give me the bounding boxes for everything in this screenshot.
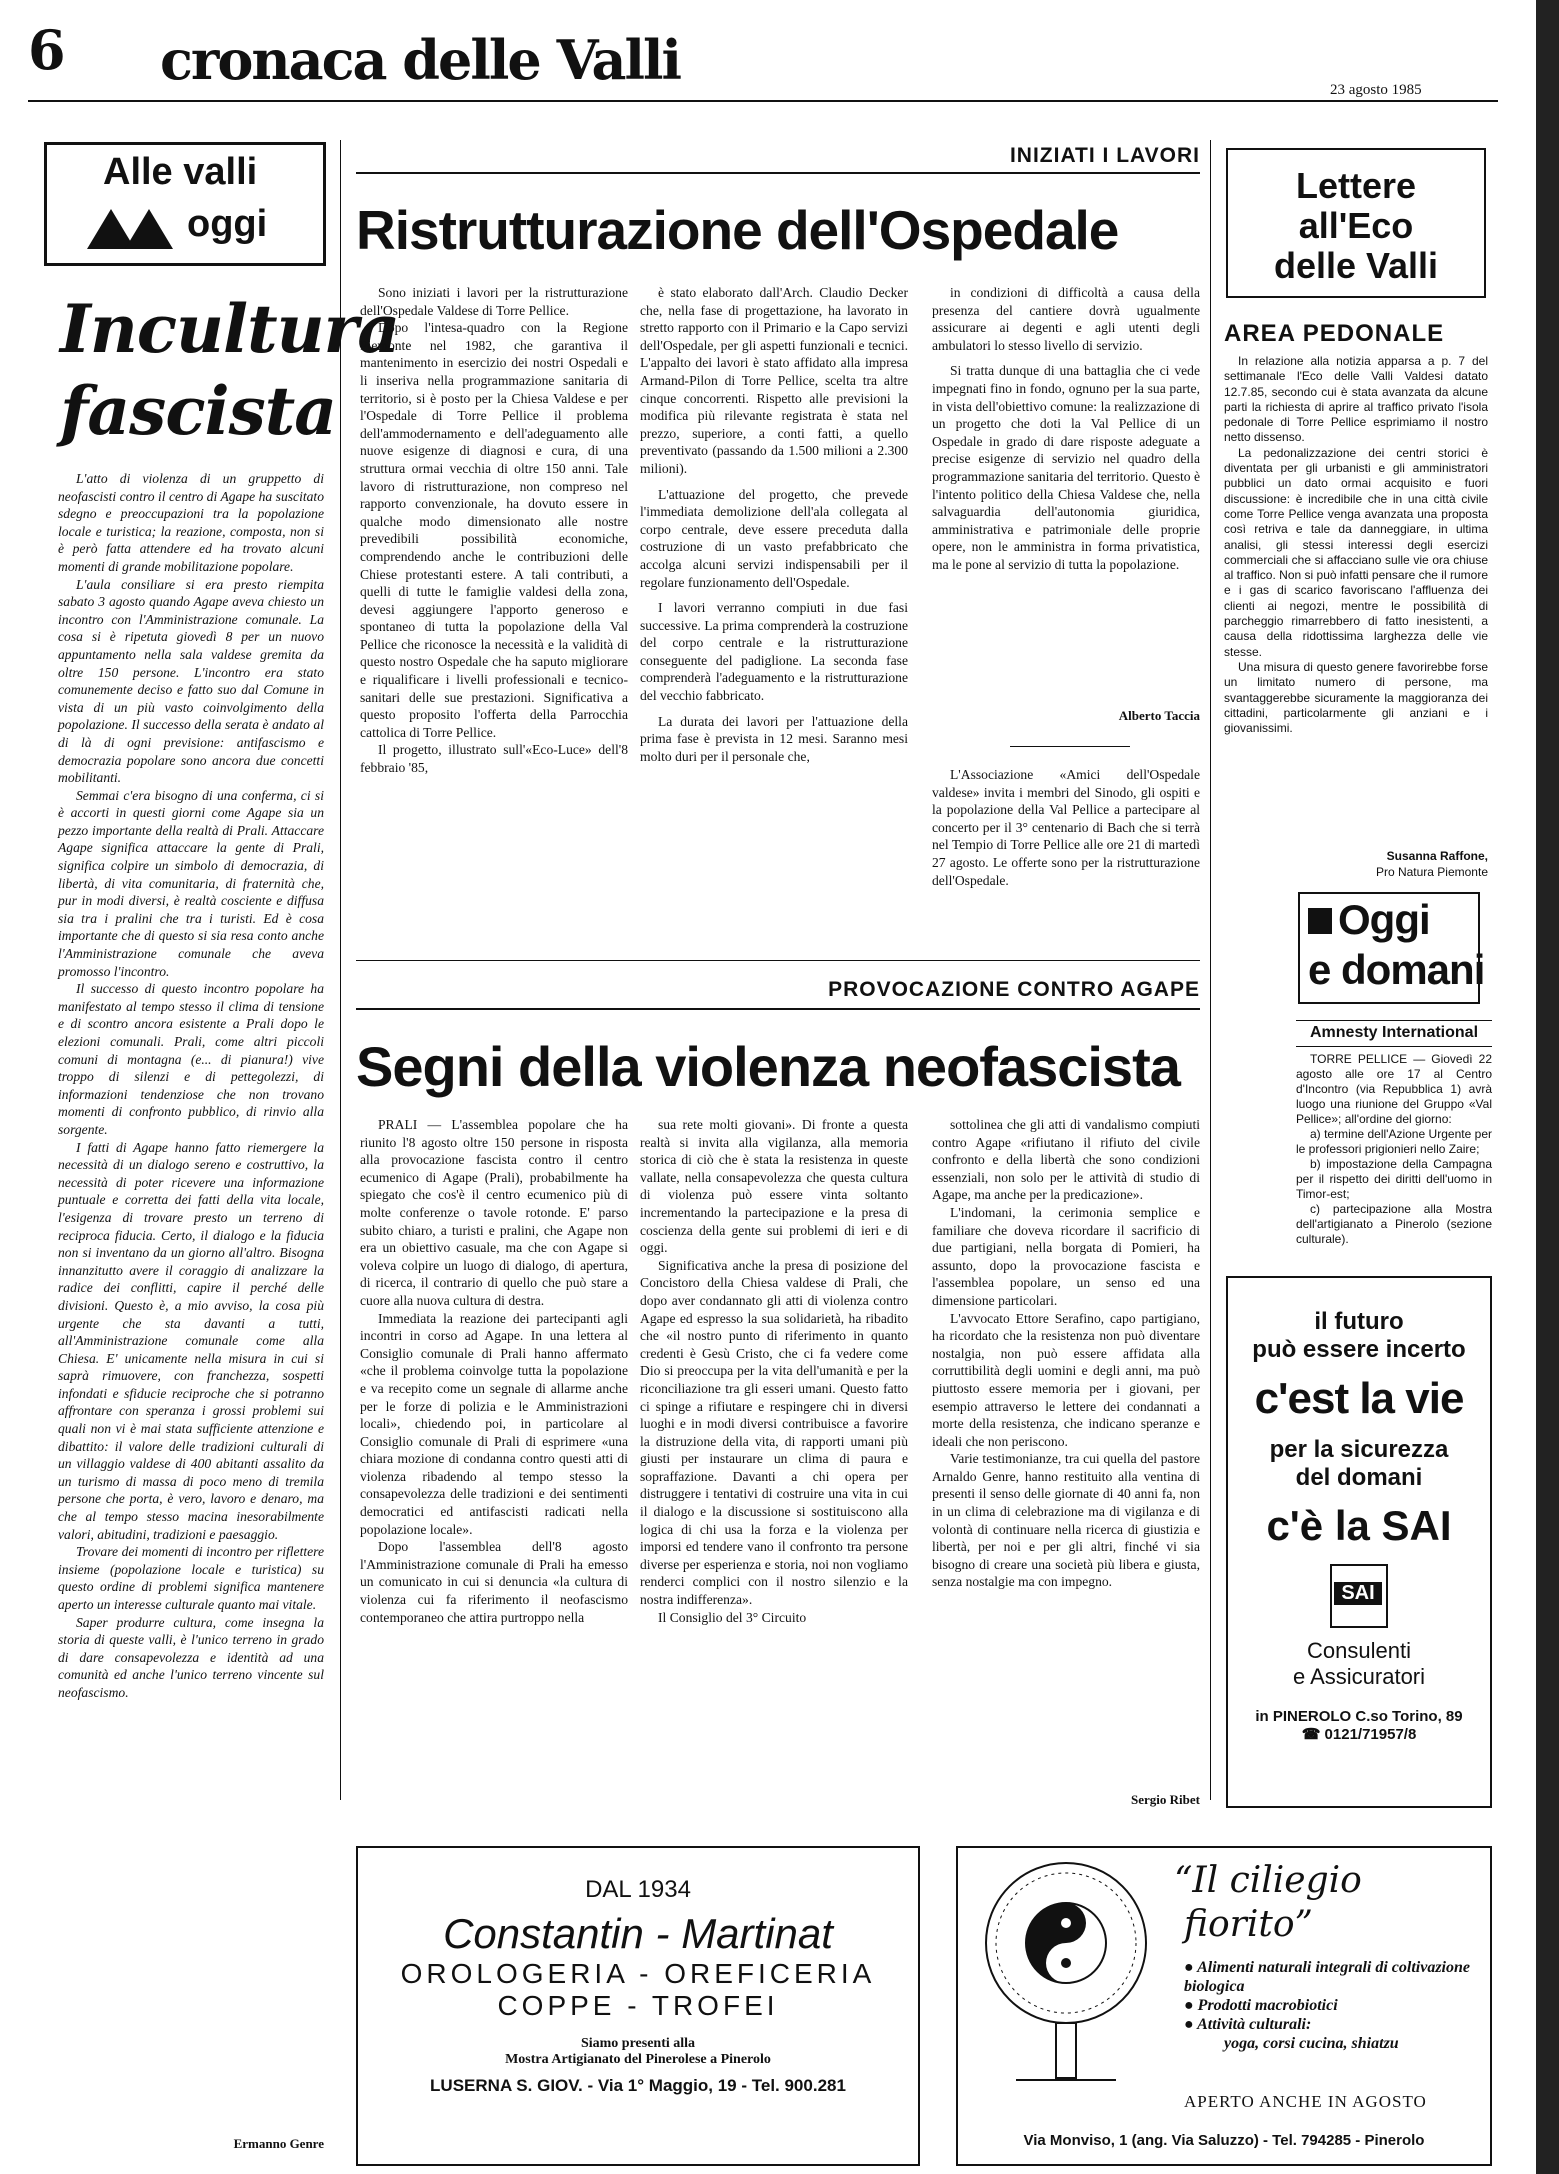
martinat-line: OROLOGERIA - OREFICERIA [400,1958,876,1989]
ciliegio-item-text: Attività culturali: [1197,2016,1312,2033]
ciliegio-item [1184,1958,1484,1996]
sai-brand-line: c'è la SAI [1266,1502,1452,1549]
article2-paragraph: sua rete molti giovani». Di fronte a questa realtà si invita alla vigilanza, alla memoria storica di ciò che è stata la resistenza in queste vallate, nella consapevolezza che questa cultura di violenza può essere vinta soltanto incrementando la partecipazione e la presa di coscienza della gente sui problemi di ieri e di oggi. [640,1117,908,1256]
sai-line: Consulenti [1307,1638,1411,1663]
article2-col3 [932,1116,1200,1591]
area-paragraph: In relazione alla notizia apparsa a p. 7 del settimanale l'Eco delle Valli Valdesi datato 12.7.85, secondo cui è stata avanzata da alcune parti la richiesta di aprire al traffico privato l'isola pedonale di Torre Pellice esprimiamo il nostro netto dissenso. [1224,354,1488,445]
oggi-domani-line2: e domani [1308,946,1485,993]
amnesty-body [1296,1052,1492,1247]
area-signature-org: Pro Natura Piemonte [1375,865,1488,879]
article2-signature: Sergio Ribet [1131,1792,1200,1807]
letters-box [1226,148,1486,298]
area-pedonale-body [1224,354,1488,736]
martinat-line: COPPE - TROFEI [497,1990,779,2021]
notice-rule [1010,746,1130,747]
editorial-paragraph: L'aula consiliare si era presto riempita sabato 3 agosto quando Agape aveva chiesto un incontro con l'Amministrazione comunale. La cosa si è ripetuta giovedì 8 per un nuovo appuntamento nella sala valdese gremita da oltre 150 persone. L'incontro era stato comunemente deciso e fatto suo dal Comune in vista di un più vasto coinvolgimento della popolazione. Il successo della serata è andato al di là di ogni previsione: antifascismo e democrazia popolare sono ancora due concetti mobilitanti. [58,576,324,786]
ciliegio-name-line2: fiorito” [1184,1904,1313,1945]
article1-paragraph: Dopo l'intesa-quadro con la Regione Piemonte nel 1982, che garantiva il mantenimento in esercizio dei nostri Ospedali e li inseriva nella programmazione sanitaria di territorio, si è posto per la Chiesa Valdese e per l'Ospedale di Torre Pellice il problema dell'ammodernamento e dell'adeguamento alle nuove esigenze di diagnosi e cura, di una struttura ormai vecchia di oltre 150 anni. Tale lavoro di ristrutturazione, non compreso nel rapporto convenzionale, ha dovuto essere in qualche modo dimensionato alle nostre prevedibili possibilità economiche, comprendendo anche le contribuzioni delle Chiese protestanti estere. A tali contributi, a quelli di tutte le famiglie valdesi della zona, devesi aggiungere l'apporto generoso e spontaneo di tutta la popolazione della Val Pellice che riconosce la necessità e la validità di questo nostro Ospedale che ha saputo migliorare e riqualificare i livelli professionali e tecnico-sanitari delle sue prestazioni. Significativa a questo proposito l'offerta della Parrocchia cattolica di Torre Pellice. [360,320,628,740]
sai-address: in PINEROLO C.so Torino, 89 [1255,1708,1463,1725]
issue-date: 23 agosto 1985 [1330,82,1422,98]
article2-paragraph: L'avvocato Ettore Serafino, capo partigiano, ha ricordato che la resistenza non può diventare nostalgia, non può essere affidata alla corruttibilità degli uomini e degli anni, ma può piuttosto essere memoria per i giovani, per esempio attraverso le lettere dei condannati a morte della resistenza, che indicano speranze e ideali che non periscono. [932,1310,1200,1449]
article2-paragraph: PRALI — L'assemblea popolare che ha riunito l'8 agosto oltre 150 persone in risposta alla provocazione fascista contro il centro ecumenico di Agape (Prali), probabilmente ha spiegato che cos'è il centro ecumenico più di molte conferenze o tavole rotonde. E' parso subito chiaro, a turisti e pralini, che Agape non era un obiettivo casuale, ma che con Agape si voleva colpire un luogo di dialogo, di apertura, di ricerca, il contrario di quello che può stare a cuore alla nuova cultura di destra. [360,1117,628,1308]
sai-line: il futuro [1314,1308,1404,1335]
ciliegio-item-text: Prodotti macrobiotici [1197,1997,1338,2014]
bullet-icon: ● [1184,1959,1198,1976]
ciliegio-name-line1: “Il ciliegio [1174,1860,1362,1901]
alle-valli-oggi-box [44,142,326,266]
article1-paragraph: in condizioni di difficoltà a causa della presenza del cantiere dovrà ugualmente assicurare ai degenti e agli utenti degli ambulatori lo stesso livello di servizio. [932,285,1200,353]
editorial-paragraph: I fatti di Agape hanno fatto riemergere la necessità di un dialogo sereno e costruttivo, la necessità di poter ricevere una informazione puntuale e corretta dei fatti della vita locale, l'esigenza di trovare presto un terreno di reciproca fiducia. Certo, il dialogo e la fiducia non si inventano da un giorno all'altro. Bisogna innanzitutto avere il coraggio di analizzare la radice dei conflitti, capire il perché delle divisioni. Questo è, a mio avviso, la cosa più urgente che sta davanti a tutti, all'Amministrazione comunale come alla Chiesa. E' unicamente nella misura in cui si saprà rimuovere, con franchezza, sospetti infondati e sfiducie reciproche che si potranno affrontare con speranza i grossi problemi sui quali non vi è mai stata sufficiente attenzione e dibattito: il valore delle tradizioni culturali di un villaggio valdese di 400 abitanti assalito da un turismo di massa di poco meno di tremila persone che porta, è vero, lavoro e denaro, ma che al tempo stesso macina inesorabilmente valori, abitudini, tradizioni e paesaggio. [58,1139,324,1542]
area-signature-name: Susanna Raffone, [1386,849,1488,863]
amnesty-text: TORRE PELLICE — Giovedì 22 agosto alle ore 17 al Centro d'Incontro (via Repubblica 1) avrà luogo una riunione del Gruppo «Val Pellice»; all'ordine del giorno: [1296,1052,1492,1126]
ciliegio-subitem: yoga, corsi cucina, shiatzu [1224,2035,1399,2052]
column-rule-left [340,140,341,1800]
article2-paragraph: Significativa anche la presa di posizione del Concistoro della Chiesa valdese di Prali, che dopo aver condannato gli atti di violenza contro Agape ed espresso la sua solidarietà, ha ribadito che «il nostro punto di riferimento in quanto credenti è Gesù Cristo, che ci fa vedere come Dio si preoccupa per la vita dell'umanità e per la riconciliazione tra gli esseri umani. Questo fatto ci spinge a rifiutare e respingere chi in diversi luoghi e in modi diversi contribuisce a favorire la distruzione della vita, di rapporti umani più giusti per instaurare un clima di paura e sopraffazione. Davanti a chi opera per distruggere i tentativi di costruire una vita in cui il dialogo e la discussione si sostituiscono alla logica di chi usa la forza e la violenza per imporsi ed tendere vano il confronto tra persone diverse per esperienza e storia, noi non vogliamo renderci complici con il nostro silenzio e la nostra indifferenza». [640,1257,908,1608]
sai-logo [1330,1564,1388,1628]
article1-paragraph: L'attuazione del progetto, che prevede l'immediata demolizione dell'ala collegata al corpo centrale, deve essere preceduta dalla costruzione di un vasto prefabbricato che accolga alcuni servizi indispensabili per il regolare funzionamento dell'Ospedale. [640,486,908,590]
tree-icon [976,1858,1156,2088]
column-rule-right [1210,140,1211,1800]
article1-col2 [640,284,908,765]
article1-kicker: INIZIATI I LAVORI [1009,144,1200,167]
editorial-title-line1: Incultura [60,290,400,368]
article1-paragraph: è stato elaborato dall'Arch. Claudio Decker che, nella fase di progettazione, ha lavorato in stretto rapporto con il Primario e la Capo servizi dell'Ospedale, per gli aspetti funzionali e tecnici. L'appalto dei lavori è stato affidato alla impresa Armand-Pilon di Torre Pellice, scelta tra altre cinque concorrenti. Rispetto alle previsioni la modifica più rilevante registrata è stata nel prezzo, superiore, a conti fatti, a quello preventivato (passando da 1.500 milioni a 2.300 milioni). [640,285,908,476]
martinat-name: Constantin - Martinat [443,1910,833,1957]
sai-line: e Assicuratori [1292,1664,1426,1689]
article1-paragraph: Sono iniziati i lavori per la ristrutturazione dell'Ospedale Valdese di Torre Pellice. [360,285,628,318]
article1-paragraph: I lavori verranno compiuti in due fasi successive. La prima comprenderà la costruzione del corpo centrale e la ristrutturazione conseguente del padiglione. La seconda fase comprenderà l'adeguamento e la ristrutturazione del vecchio fabbricato. [640,600,908,704]
sai-logo-text: SAI [1334,1582,1382,1605]
article1-paragraph: Si tratta dunque di una battaglia che ci vede impegnati fino in fondo, ognuno per la sua parte, in vista dell'obiettivo comune: la realizzazione di un progetto che doti la Val Pellice di un Ospedale in grado di dare risposte adeguate a precise esigenze di servizio nel quadro della programmazione sanitaria del territorio. Questo è l'intento politico della Chiesa Valdese che, nella salvaguardia dell'autonomia giuridica, amministrativa e patrimoniale delle proprie opere, non le amministra in forma privatistica, ma le pone al servizio di tutta la popolazione. [932,363,1200,572]
article2-headline: Segni della violenza neofascista [356,1035,1180,1098]
scan-edge [1536,0,1559,2174]
amnesty-rule-bottom [1296,1046,1492,1047]
editorial-paragraph: Il successo di questo incontro popolare ha manifestato al tempo stesso il clima di tensione e di scontro ancora esistente a Prali dopo le elezioni comunali. Prali, come altri piccoli comuni di montagna (e... di pianura!) vive troppo di silenzi e di pettegolezzi, di informazioni tendenziose che non trovano momenti di confronto pubblico, di rinvio alla sorgente. [58,981,324,1137]
editorial-title-line2: fascista [60,372,336,450]
hospital-concert-notice [932,766,1200,889]
area-signature [1224,848,1488,880]
phone-icon: ☎ [1301,1726,1325,1743]
article1-col3 [932,284,1200,574]
sai-phone [1228,1725,1490,1743]
martinat-address: LUSERNA S. GIOV. - Via 1° Maggio, 19 - Tel. 900.281 [430,2076,846,2095]
oggi-label: oggi [187,203,268,245]
article1-paragraph: Il progetto, illustrato sull'«Eco-Luce» dell'8 febbraio '85, [360,742,628,776]
article1-paragraph: La durata dei lavori per l'attuazione della prima fase è prevista in 12 mesi. Saranno mesi molto duri per il personale che, [640,713,908,764]
article2-kicker: PROVOCAZIONE CONTRO AGAPE [828,978,1200,1001]
area-paragraph: La pedonalizzazione dei centri storici è diventata per gli urbanisti e gli amministratori pubblici un dato ormai acquisito e fuori discussione: è incredibile che in una città civile come Torre Pellice venga avanzata una proposta così retriva e tale da danneggiare, in ultima analisi, gli stessi interessi degli esercizi commerciali che si affacciano sulle vie ora chiuse al traffico. Non si può infatti pensare che il rumore e i gas di scarico favoriscano l'affluenza dei clienti ai negozi, mentre le possibilità di parcheggio rimarrebbero di fatto inesistenti, a causa della ridottissima larghezza delle vie stesse. [1224,445,1488,659]
editorial-paragraph: Semmai c'era bisogno di una conferma, ci si è accorti in questi giorni come Agape sia un pezzo importante della realtà di Prali. Attaccare Agape significa attaccare la gente di Prali, significa colpire un simbolo di democrazia, di libertà, di vita comunitaria, di fraternità che, pur in modi diversi, è realtà cosciente e diffusa sia tra i pralini che tra i turisti. Ed è cosa importante che di questo si sia resa conto anche l'Amministrazione comunale che aveva promosso l'incontro. [58,787,324,979]
article2-paragraph: sottolinea che gli atti di vandalismo compiuti contro Agape «rifiutano il rifiuto del civile confronto e della libertà che sono condizioni essenziali, non solo per le attività di studio di Agape, ma anche per la predicazione». [932,1117,1200,1203]
martinat-note: Mostra Artigianato del Pinerolese a Pinerolo [505,2052,771,2067]
editorial-paragraph: L'atto di violenza di un gruppetto di neofascisti contro il centro di Agape ha suscitato sdegno e preoccupazioni tra la popolazione locale e turistica; la reazione, composta, non si è però fatta attendere ed ha trovato alcuni momenti di grande mobilitazione popolare. [58,471,324,574]
ciliegio-address: Via Monviso, 1 (ang. Via Saluzzo) - Tel. 794285 - Pinerolo [1023,2132,1425,2149]
editorial-paragraph: Trovare dei momenti di incontro per riflettere insieme (popolazione locale e turistica) su questo ordine di problemi significa mantenere aperto un interesse culturale quanto mai vitale. [58,1544,324,1612]
martinat-ad [356,1846,920,2166]
martinat-note: Siamo presenti alla [580,2036,696,2051]
newspaper-section-title: cronaca delle Valli [160,28,681,92]
article2-col2 [640,1116,908,1626]
black-square-icon [1308,908,1332,934]
article1-col1 [360,284,628,777]
editorial-paragraph: Saper produrre cultura, come insegna la storia di queste valli, è l'unico terreno in grado di dare consapevolezza e identità ad una comunità ed anche l'unico terreno vincente sul neofascismo. [58,1614,324,1700]
alle-valli-label: Alle valli [103,151,258,193]
article2-top-rule [356,960,1200,961]
amnesty-item: a) termine dell'Azione Urgente per le professori prigionieri nello Zaire; [1296,1127,1492,1156]
area-pedonale-title: AREA PEDONALE [1224,320,1445,347]
martinat-since: DAL 1934 [585,1876,691,1903]
amnesty-item: b) impostazione della Campagna per il rispetto dei diritti dell'uomo in Timor-est; [1296,1157,1492,1201]
ciliegio-fiorito-ad [956,1846,1492,2166]
article2-paragraph: L'indomani, la cerimonia semplice e familiare che doveva ricordare il sacrificio di due partigiani, nella borgata di Pomieri, ha assunto, dopo la provocazione fascista e l'assemblea popolare, un senso ed una dimensione particolari. [932,1204,1200,1308]
area-paragraph: Una misura di questo genere favorirebbe forse un limitato numero di persone, ma svantaggerebbe sicuramente la maggioranza dei cittadini, particolarmente gli anziani e i giovanissimi. [1224,659,1488,736]
page-number: 6 [28,18,66,82]
editorial-body [58,470,324,1702]
amnesty-title: Amnesty International [1309,1024,1479,1041]
ciliegio-open: APERTO ANCHE IN AGOSTO [1184,2092,1427,2111]
bullet-icon: ● [1184,2016,1198,2033]
sai-phone-number: 0121/71957/8 [1324,1726,1417,1743]
article1-signature: Alberto Taccia [1118,708,1200,723]
mountains-icon [87,205,187,251]
article2-rule [356,1008,1200,1010]
article1-headline: Ristrutturazione dell'Ospedale [356,199,1119,261]
bullet-icon: ● [1184,1997,1198,2014]
article2-paragraph: Varie testimonianze, tra cui quella del pastore Arnaldo Genre, hanno restituito alla ventina di presenti il senso delle giornate di 40 anni fa, non in un clima di celebrazione ma di vigilanza e di volontà di continuare nella ricerca di giustizia e libertà, per noi e per gli altri, finché vi sia bisogno di creare una società più libera e giusta, senza nostalgie ma con impegno. [932,1451,1200,1590]
sai-slogan: c'est la vie [1254,1374,1464,1423]
editorial-signature: Ermanno Genre [233,2136,324,2151]
oggi-domani-line1: Oggi [1338,896,1430,943]
letters-title: Lettere all'Eco delle Valli [1273,165,1439,286]
article1-rule [356,172,1200,174]
sai-line: può essere incerto [1252,1336,1466,1363]
article2-paragraph: Il Consiglio del 3° Circuito [658,1609,807,1625]
sai-line: per la sicurezza [1269,1436,1449,1463]
sai-insurance-ad [1226,1276,1492,1808]
ciliegio-item [1184,1996,1484,2015]
ciliegio-list [1184,1958,1484,2053]
article2-paragraph: Dopo l'assemblea dell'8 agosto l'Amministrazione comunale di Prali ha emesso un comunicato in cui si denuncia «la cultura di violenza cui fa riferimento il neofascismo contemporaneo che attira purtroppo nella [360,1539,628,1625]
masthead-rule [28,100,1498,102]
notice-text: L'Associazione «Amici dell'Ospedale valdese» invita i membri del Sinodo, gli ospiti e la popolazione della Val Pellice a partecipare al concerto per il 3° centenario di Bach che si terrà nel Tempio di Torre Pellice alle ore 21 di martedì 27 agosto. Le offerte sono per la ristrutturazione dell'Ospedale. [932,767,1200,888]
oggi-domani-box [1298,892,1485,1004]
ciliegio-item-text: Alimenti naturali integrali di coltivazione biologica [1184,1959,1470,1995]
ciliegio-item [1184,2015,1484,2034]
amnesty-rule-top [1296,1020,1492,1021]
article2-col1 [360,1116,628,1626]
sai-line: del domani [1295,1464,1423,1491]
amnesty-item: c) partecipazione alla Mostra dell'artigianato a Pinerolo (sezione culturale). [1296,1202,1492,1246]
article2-paragraph: Immediata la reazione dei partecipanti agli incontri in corso ad Agape. In una lettera al Consiglio comunale di Prali hanno affermato «che il problema coinvolge tutta la popolazione e va recepito come un segnale di allarme anche per le forze di polizia e le Amministrazioni locali», chiedendo poi, in particolare al Consiglio comunale di Prali di esprimere «una chiara mozione di condanna contro questi atti di violenza ribadendo al tempo stesso la consapevolezza delle tradizioni e dei sentimenti democratici ed antifascisti radicati nella popolazione locale». [360,1310,628,1537]
